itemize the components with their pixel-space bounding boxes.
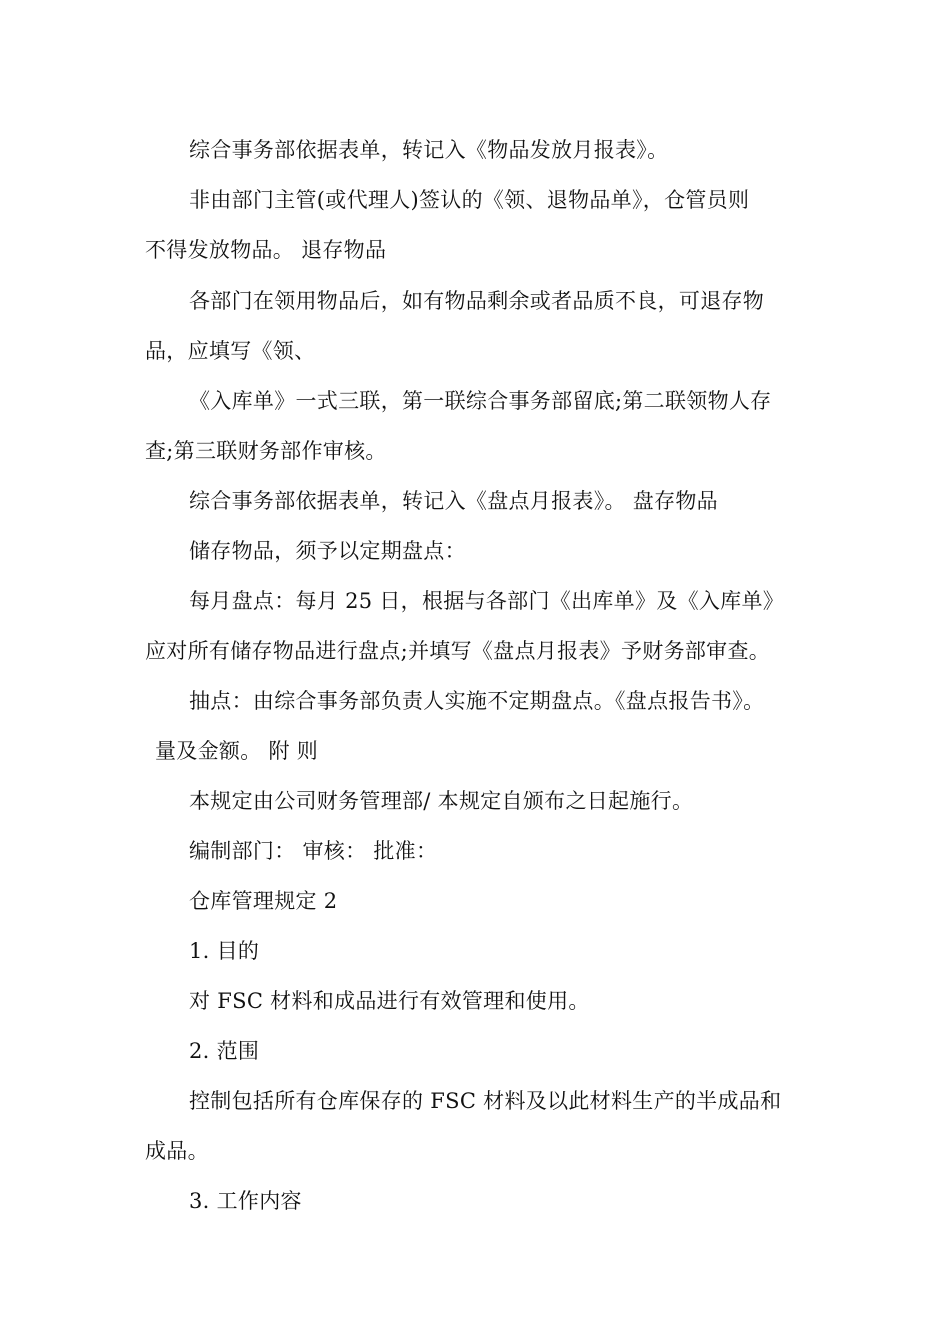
paragraph-line: 应对所有储存物品进行盘点;并填写《盘点月报表》予财务部审查。 xyxy=(145,639,771,663)
heading-work-content: 3. 工作内容 xyxy=(189,1189,302,1213)
paragraph-line: 品，应填写《领、 xyxy=(145,339,316,363)
paragraph-line: 控制包括所有仓库保存的 FSC 材料及以此材料生产的半成品和 xyxy=(189,1089,782,1113)
heading-scope: 2. 范围 xyxy=(189,1039,260,1063)
paragraph-line: 每月盘点：每月 25 日，根据与各部门《出库单》及《入库单》 xyxy=(189,589,785,613)
paragraph-line: 抽点：由综合事务部负责人实施不定期盘点。《盘点报告书》。 xyxy=(189,689,765,713)
paragraph-line: 成品。 xyxy=(145,1139,209,1163)
section-title: 仓库管理规定 2 xyxy=(189,889,338,913)
paragraph-line: 编制部门： 审核： 批准： xyxy=(189,839,438,863)
paragraph-line: 本规定由公司财务管理部/ 本规定自颁布之日起施行。 xyxy=(189,789,694,813)
paragraph-line: 不得发放物品。 退存物品 xyxy=(145,238,387,262)
paragraph-line: 量及金额。 附 则 xyxy=(155,739,319,763)
paragraph-line: 各部门在领用物品后，如有物品剩余或者品质不良，可退存物 xyxy=(189,289,765,313)
paragraph-line: 非由部门主管(或代理人)签认的《领、退物品单》，仓管员则 xyxy=(189,188,750,212)
paragraph-line: 综合事务部依据表单，转记入《盘点月报表》。 盘存物品 xyxy=(189,489,718,513)
paragraph-line: 储存物品，须予以定期盘点： xyxy=(189,539,466,563)
paragraph-line: 查;第三联财务部作审核。 xyxy=(145,439,387,463)
paragraph-line: 综合事务部依据表单，转记入《物品发放月报表》。 xyxy=(189,138,669,162)
heading-purpose: 1. 目的 xyxy=(189,939,260,963)
paragraph-line: 对 FSC 材料和成品进行有效管理和使用。 xyxy=(189,989,590,1013)
paragraph-line: 《入库单》一式三联，第一联综合事务部留底;第二联领物人存 xyxy=(189,389,772,413)
